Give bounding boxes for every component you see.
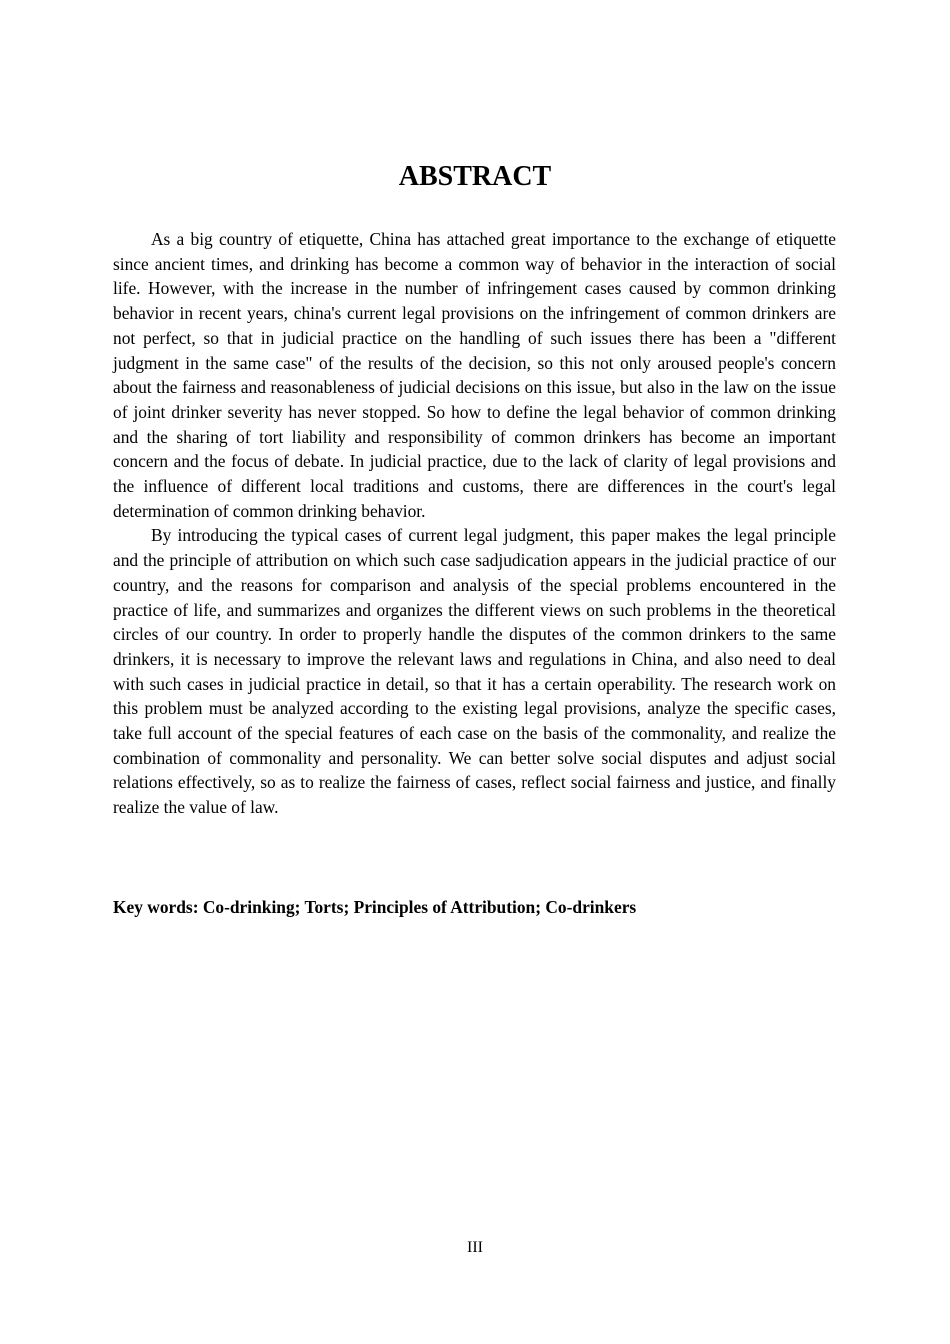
abstract-body xyxy=(113,227,836,820)
abstract-paragraph-2: By introducing the typical cases of current legal judgment, this paper makes the legal principle and the principle of attribution on which such case sadjudication appears in the judicial practice of our country, and the reasons for comparison and analysis of the special problems encountered in the practice of life, and summarizes and organizes the different views on such problems in the theoretical circles of our country. In order to properly handle the disputes of the common drinkers to the same drinkers, it is necessary to improve the relevant laws and regulations in China, and also need to deal with such cases in judicial practice in detail, so that it has a certain operability. The research work on this problem must be analyzed according to the existing legal provisions, analyze the specific cases, take full account of the special features of each case on the basis of the commonality, and realize the combination of commonality and personality. We can better solve social disputes and adjust social relations effectively, so as to realize the fairness of cases, reflect social fairness and justice, and finally realize the value of law. xyxy=(113,525,836,818)
page-number: III xyxy=(467,1239,483,1256)
keywords-line: Key words: Co-drinking; Torts; Principles of Attribution; Co-drinkers xyxy=(113,897,637,917)
abstract-title: ABSTRACT xyxy=(398,161,552,192)
abstract-paragraph-1: As a big country of etiquette, China has attached great importance to the exchange of etiquette since ancient times, and drinking has become a common way of behavior in the interaction of social life. However, with the increase in the number of infringement cases caused by common drinking behavior in recent years, china's current legal provisions on the infringement of common drinkers are not perfect, so that in judicial practice on the handling of such issues there has been a "different judgment in the same case" of the results of the decision, so this not only aroused people's concern about the fairness and reasonableness of judicial decisions on this issue, but also in the law on the issue of joint drinker severity has never stopped. So how to define the legal behavior of common drinking and the sharing of tort liability and responsibility of common drinkers has become an important concern and the focus of debate. In judicial practice, due to the lack of clarity of legal provisions and the influence of different local traditions and customs, there are differences in the court's legal determination of common drinking behavior. xyxy=(113,229,836,521)
